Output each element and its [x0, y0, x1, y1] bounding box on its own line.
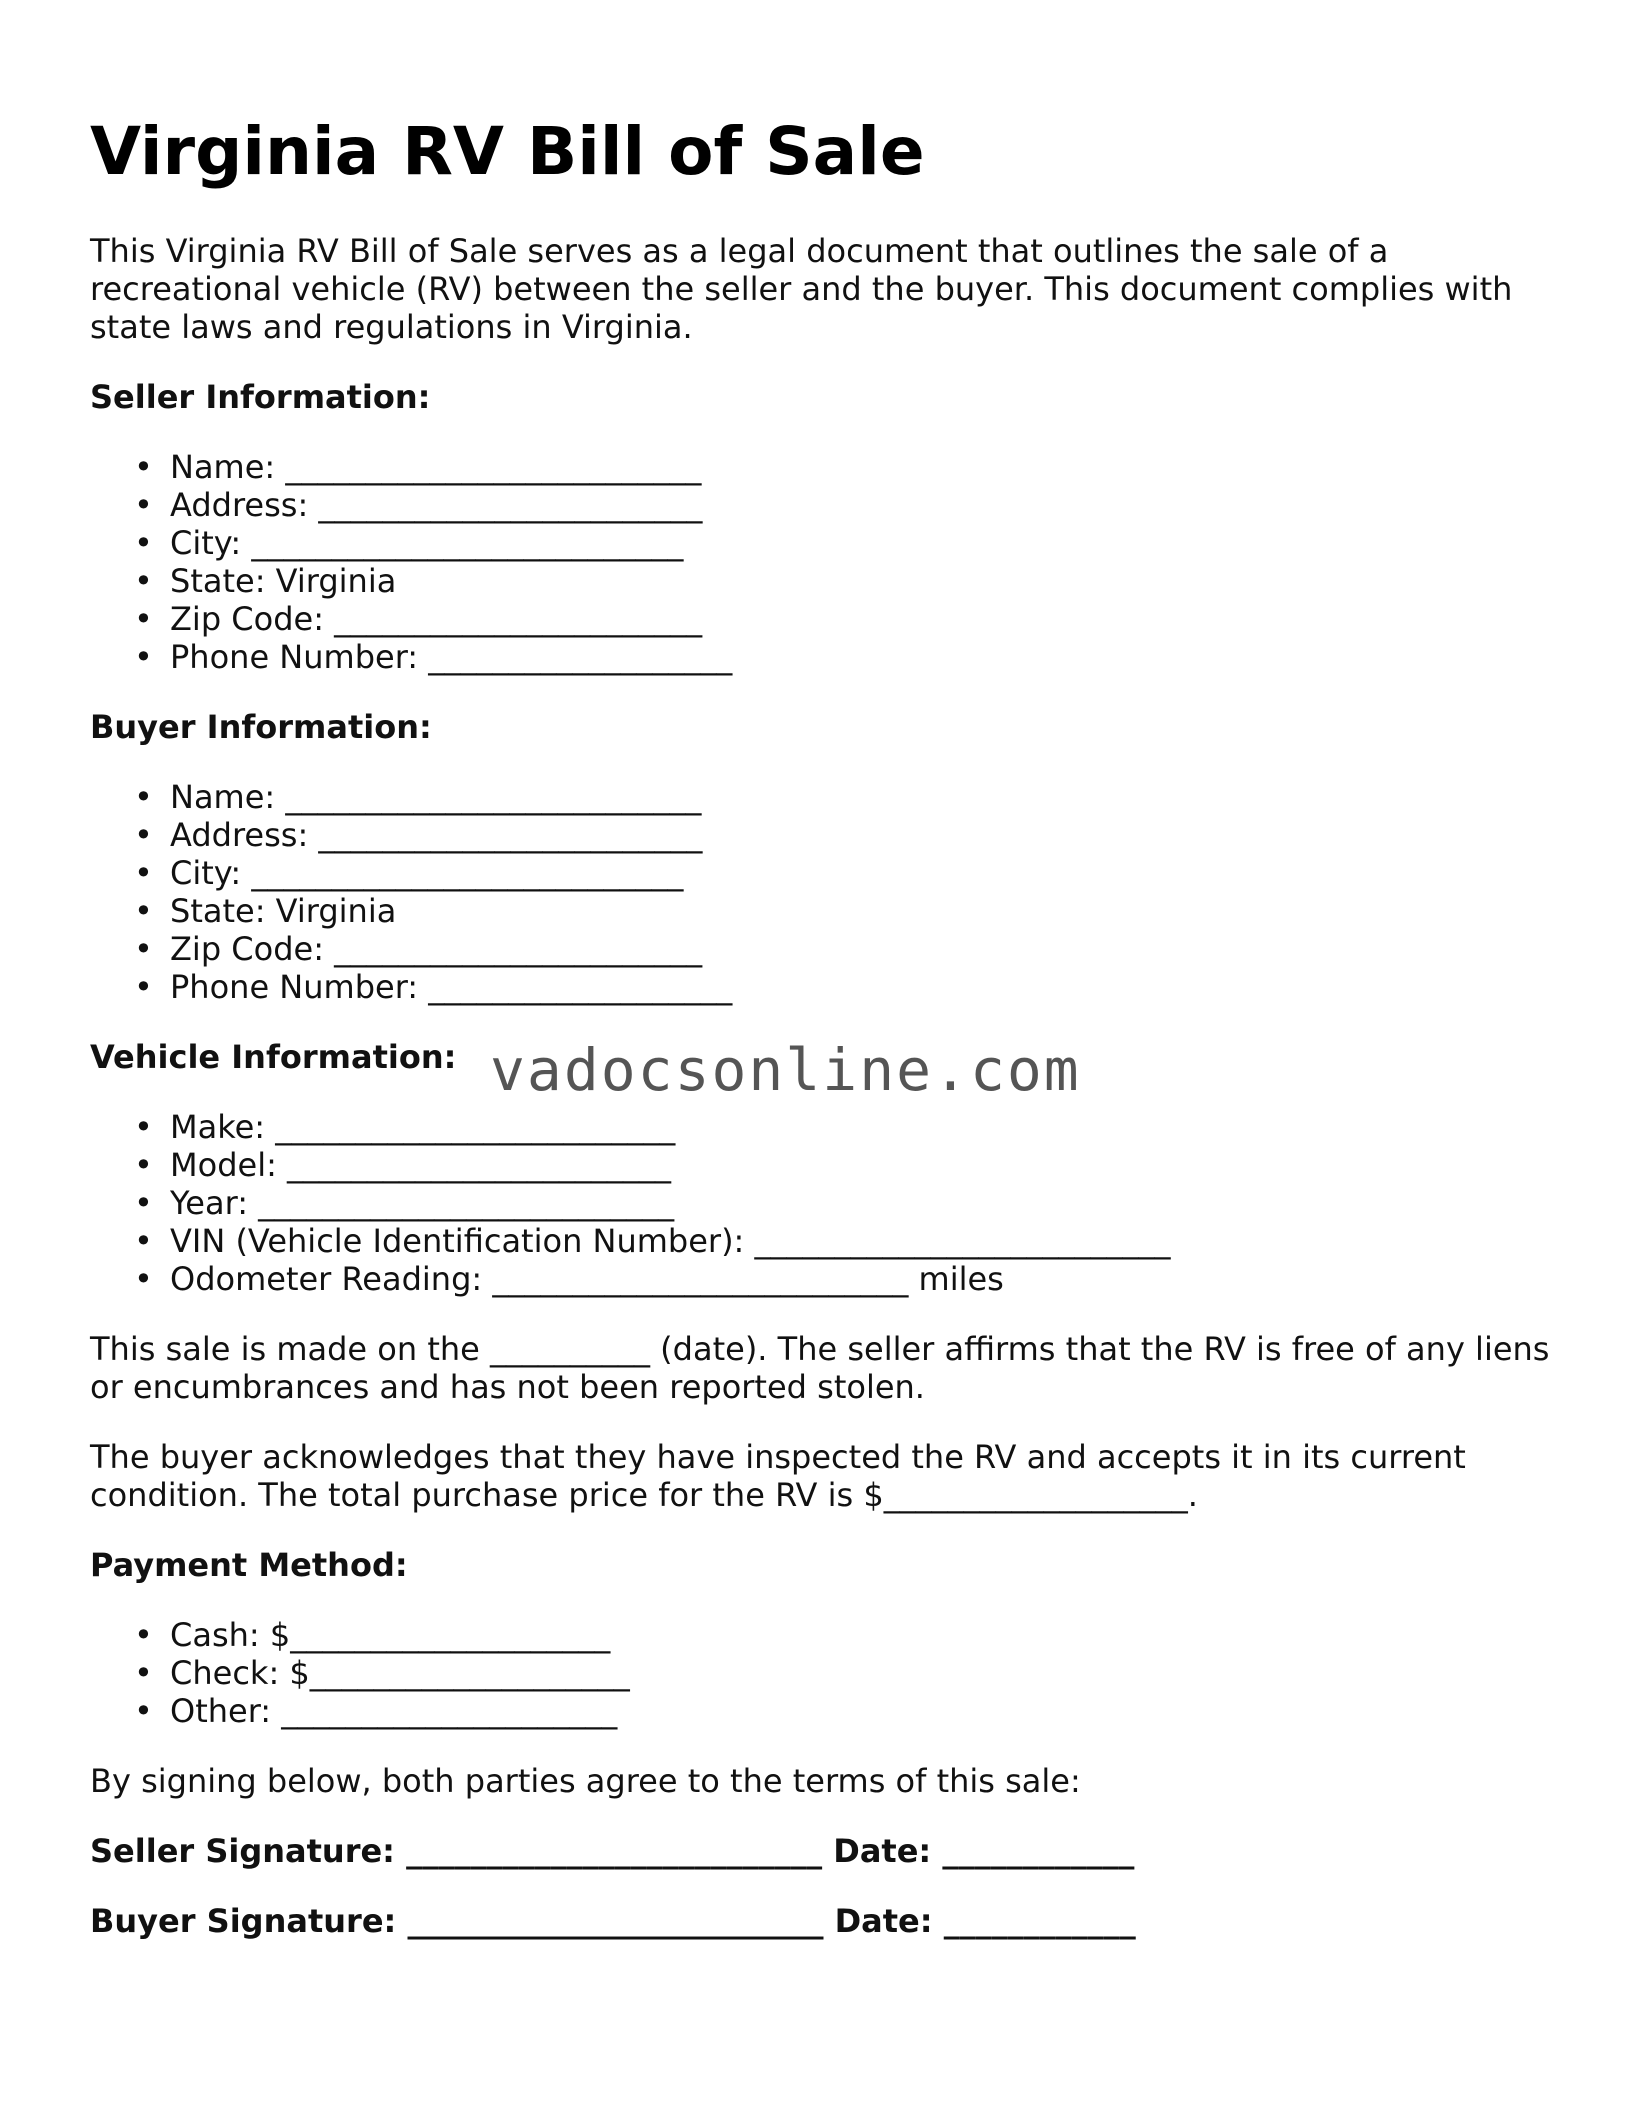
list-item	[134, 1692, 1560, 1730]
seller-address-field: Address: ________________________	[170, 486, 703, 524]
document-page	[90, 0, 1560, 1940]
vehicle-model-field: Model: ________________________	[170, 1146, 672, 1184]
buyer-phone-field: Phone Number: ___________________	[170, 968, 733, 1006]
bullet-icon: •	[134, 968, 153, 1006]
bullet-icon: •	[134, 816, 153, 854]
bullet-icon: •	[134, 600, 153, 638]
list-item	[134, 816, 1560, 854]
bullet-icon: •	[134, 1616, 153, 1654]
buyer-state-field: State: Virginia	[170, 892, 397, 930]
buyer-name-field: Name: __________________________	[170, 778, 702, 816]
list-item	[134, 1616, 1560, 1654]
seller-phone-field: Phone Number: ___________________	[170, 638, 733, 676]
list-item	[134, 968, 1560, 1006]
seller-city-field: City: ___________________________	[170, 524, 684, 562]
vehicle-vin-field: VIN (Vehicle Identification Number): __________________________	[170, 1222, 1171, 1260]
list-item	[134, 1260, 1560, 1298]
buyer-city-field: City: ___________________________	[170, 854, 684, 892]
payment-cash-field: Cash: $____________________	[170, 1616, 611, 1654]
list-item	[134, 1654, 1560, 1692]
bullet-icon: •	[134, 1222, 153, 1260]
bullet-icon: •	[134, 562, 153, 600]
buyer-signature-line: Buyer Signature: __________________________ Date: ____________	[90, 1902, 1136, 1940]
agreement-paragraph: By signing below, both parties agree to the terms of this sale:	[90, 1762, 1081, 1800]
bullet-icon: •	[134, 524, 153, 562]
vehicle-list	[90, 1108, 1560, 1298]
payment-check-field: Check: $____________________	[170, 1654, 630, 1692]
bullet-icon: •	[134, 638, 153, 676]
bullet-icon: •	[134, 1260, 153, 1298]
watermark-text: vadocsonline.com	[490, 1036, 1081, 1104]
seller-list	[90, 448, 1560, 676]
bullet-icon: •	[134, 854, 153, 892]
bullet-icon: •	[134, 1146, 153, 1184]
bullet-icon: •	[134, 1654, 153, 1692]
seller-name-field: Name: __________________________	[170, 448, 702, 486]
list-item	[134, 1146, 1560, 1184]
bullet-icon: •	[134, 448, 153, 486]
list-item	[134, 486, 1560, 524]
seller-zip-field: Zip Code: _______________________	[170, 600, 703, 638]
vehicle-heading: Vehicle Information:	[90, 1038, 457, 1076]
list-item	[134, 562, 1560, 600]
list-item	[134, 638, 1560, 676]
bullet-icon: •	[134, 1692, 153, 1730]
bullet-icon: •	[134, 930, 153, 968]
list-item	[134, 1108, 1560, 1146]
bullet-icon: •	[134, 1184, 153, 1222]
list-item	[134, 892, 1560, 930]
bullet-icon: •	[134, 1108, 153, 1146]
list-item	[134, 778, 1560, 816]
buyer-heading: Buyer Information:	[90, 708, 432, 746]
vehicle-make-field: Make: _________________________	[170, 1108, 676, 1146]
acknowledgement-paragraph: The buyer acknowledges that they have inspected the RV and accepts it in its current condition. The total purchase price for the RV is $___________________.	[90, 1438, 1466, 1514]
buyer-list	[90, 778, 1560, 1006]
payment-other-field: Other: _____________________	[170, 1692, 618, 1730]
document-title: Virginia RV Bill of Sale	[90, 113, 925, 190]
list-item	[134, 1184, 1560, 1222]
buyer-address-field: Address: ________________________	[170, 816, 703, 854]
list-item	[134, 930, 1560, 968]
payment-heading: Payment Method:	[90, 1546, 408, 1584]
payment-list	[90, 1616, 1560, 1730]
sale-date-paragraph: This sale is made on the __________ (date). The seller affirms that the RV is free of any liens or encumbrances and has not been reported stolen.	[90, 1330, 1550, 1406]
bullet-icon: •	[134, 892, 153, 930]
intro-paragraph: This Virginia RV Bill of Sale serves as a legal document that outlines the sale of a recreational vehicle (RV) between the seller and the buyer. This document complies with state laws and regulations in Virginia.	[90, 232, 1513, 346]
list-item	[134, 1222, 1560, 1260]
vehicle-odometer-field: Odometer Reading: __________________________ miles	[170, 1260, 1004, 1298]
seller-state-field: State: Virginia	[170, 562, 397, 600]
list-item	[134, 854, 1560, 892]
buyer-zip-field: Zip Code: _______________________	[170, 930, 703, 968]
vehicle-year-field: Year: __________________________	[170, 1184, 675, 1222]
bullet-icon: •	[134, 486, 153, 524]
seller-signature-line: Seller Signature: __________________________ Date: ____________	[90, 1832, 1135, 1870]
seller-heading: Seller Information:	[90, 378, 431, 416]
list-item	[134, 600, 1560, 638]
list-item	[134, 448, 1560, 486]
bullet-icon: •	[134, 778, 153, 816]
list-item	[134, 524, 1560, 562]
